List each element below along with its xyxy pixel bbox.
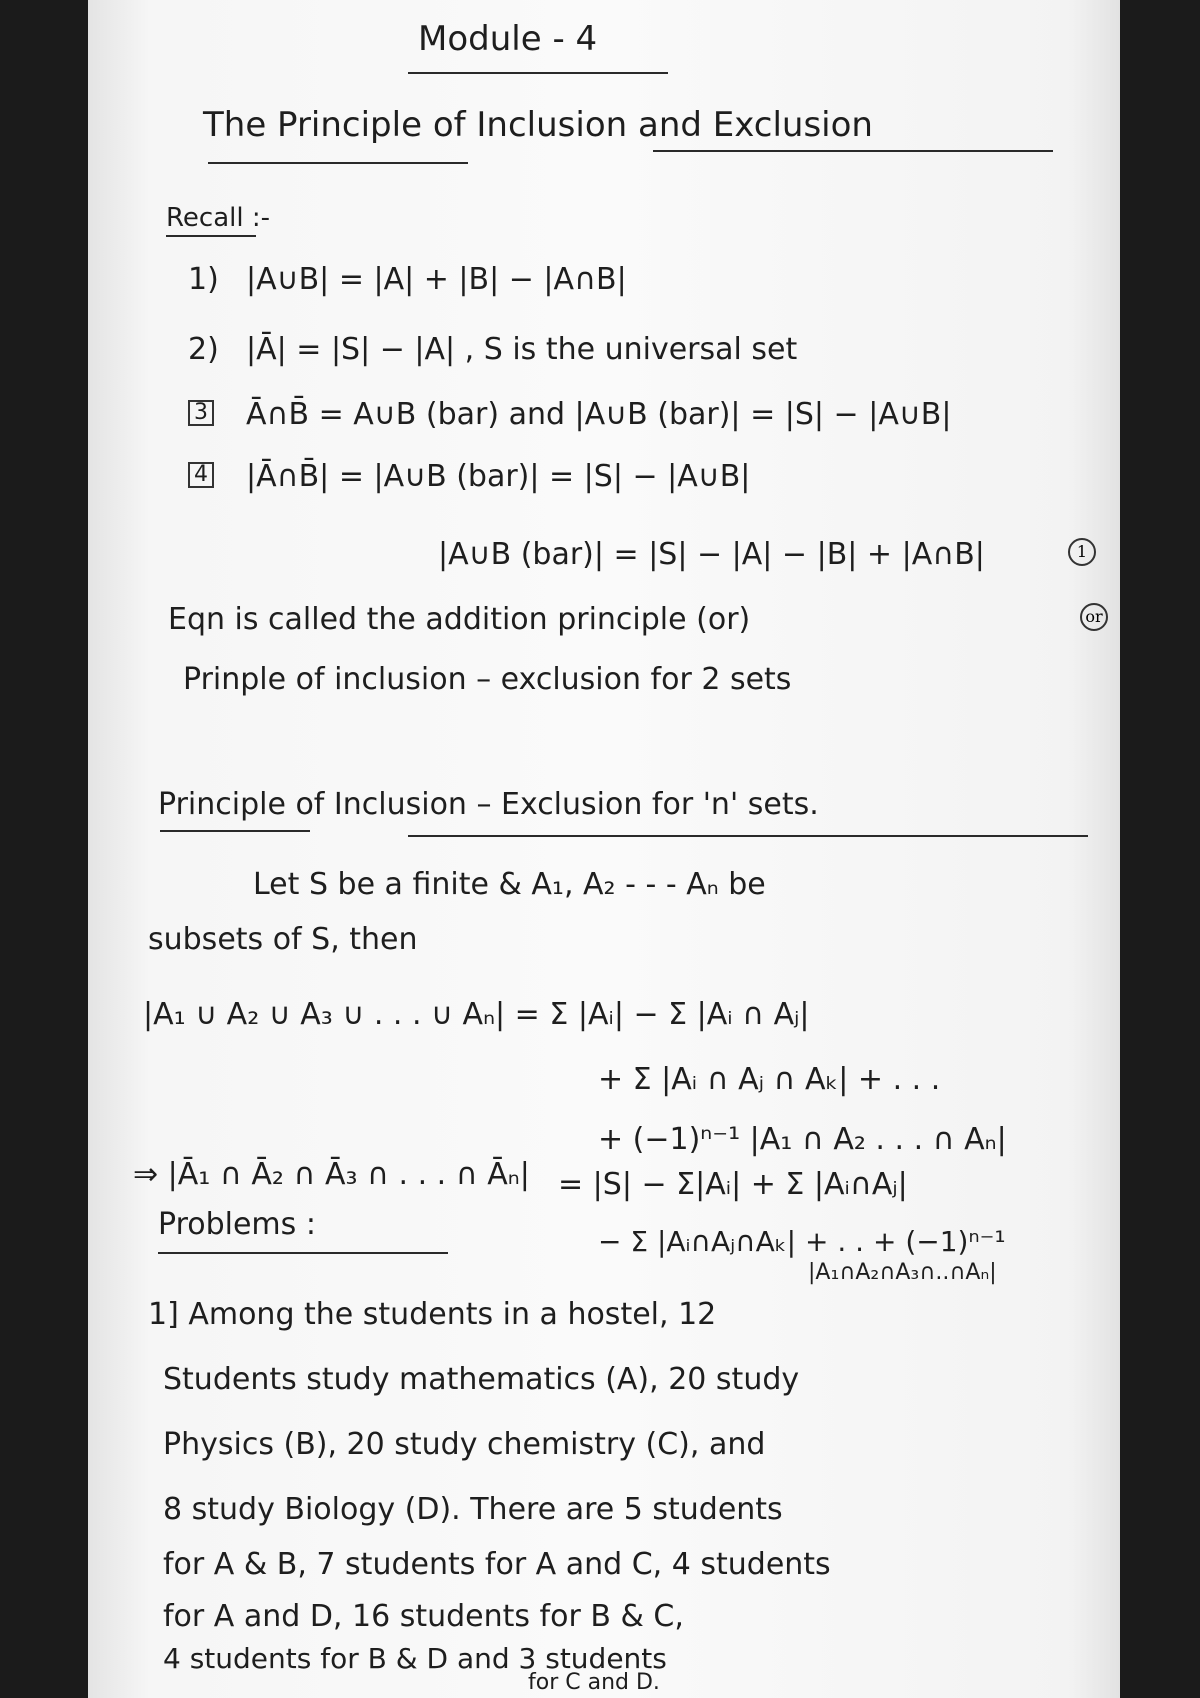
page-title: Module - 4 [418, 19, 598, 59]
complement-rhs-1: = |S| − Σ|Aᵢ| + Σ |Aᵢ∩Aⱼ| [558, 1167, 908, 1202]
n-sets-underline-right [408, 835, 1088, 837]
recall-item-2-num: 2) [188, 332, 219, 367]
recall-underline [166, 235, 256, 237]
notebook-page [88, 0, 1120, 1698]
problem-line-2: Students study mathematics (A), 20 study [163, 1362, 800, 1397]
problem-line-5: for A & B, 7 students for A and C, 4 students [163, 1547, 831, 1582]
problem-line-8: for C and D. [528, 1670, 660, 1695]
recall-heading: Recall :- [166, 203, 270, 233]
problem-line-3: Physics (B), 20 study chemistry (C), and [163, 1427, 766, 1462]
problem-line-6: for A and D, 16 students for B & C, [163, 1599, 684, 1634]
recall-item-4-num: 4 [188, 462, 214, 488]
equation-1-mark: 1 [1068, 538, 1096, 566]
let-line-1: Let S be a finite & A₁, A₂ - - - Aₙ be [253, 867, 766, 902]
complement-rhs-3: |A₁∩A₂∩A₃∩..∩Aₙ| [808, 1260, 997, 1285]
let-line-2: subsets of S, then [148, 922, 418, 957]
complement-rhs-2: − Σ |Aᵢ∩Aⱼ∩Aₖ| + . . + (−1)ⁿ⁻¹ [598, 1225, 1006, 1258]
recall-item-3-num: 3 [188, 400, 214, 426]
page-subtitle: The Principle of Inclusion and Exclusion [203, 105, 873, 145]
addition-principle-line-2: Prinple of inclusion – exclusion for 2 sets [183, 662, 792, 697]
complement-lhs: ⇒ |Ā₁ ∩ Ā₂ ∩ Ā₃ ∩ . . . ∩ Āₙ| [133, 1157, 530, 1192]
recall-item-3-text: Ā∩B̄ = A∪B (bar) and |A∪B (bar)| = |S| − |A∪B| [246, 397, 952, 432]
subtitle-underline-left [208, 162, 468, 164]
problem-line-4: 8 study Biology (D). There are 5 students [163, 1492, 783, 1527]
problems-heading: Problems : [158, 1207, 316, 1242]
formula-line-2: + Σ |Aᵢ ∩ Aⱼ ∩ Aₖ| + . . . [598, 1062, 941, 1097]
problems-underline [158, 1252, 448, 1254]
problem-line-1: 1] Among the students in a hostel, 12 [148, 1297, 717, 1332]
recall-item-4-text: |Ā∩B̄| = |A∪B (bar)| = |S| − |A∪B| [246, 459, 751, 494]
recall-item-2-text: |Ā| = |S| − |A| , S is the universal set [246, 332, 798, 367]
addition-principle-mark: or [1080, 603, 1108, 631]
n-sets-heading: Principle of Inclusion – Exclusion for 'n' sets. [158, 787, 819, 822]
formula-line-1: |A₁ ∪ A₂ ∪ A₃ ∪ . . . ∪ Aₙ| = Σ |Aᵢ| − Σ |Aᵢ ∩ Aⱼ| [143, 997, 810, 1032]
n-sets-underline-left [160, 830, 310, 832]
title-underline [408, 72, 668, 74]
subtitle-underline-right [653, 150, 1053, 152]
problem-line-7: 4 students for B & D and 3 students [163, 1642, 667, 1675]
recall-item-1-text: |A∪B| = |A| + |B| − |A∩B| [246, 262, 627, 297]
equation-1: |A∪B (bar)| = |S| − |A| − |B| + |A∩B| [438, 537, 985, 572]
addition-principle-line-1: Eqn is called the addition principle (or) [168, 602, 751, 637]
recall-item-1-num: 1) [188, 262, 219, 297]
formula-line-3: + (−1)ⁿ⁻¹ |A₁ ∩ A₂ . . . ∩ Aₙ| [598, 1122, 1007, 1157]
